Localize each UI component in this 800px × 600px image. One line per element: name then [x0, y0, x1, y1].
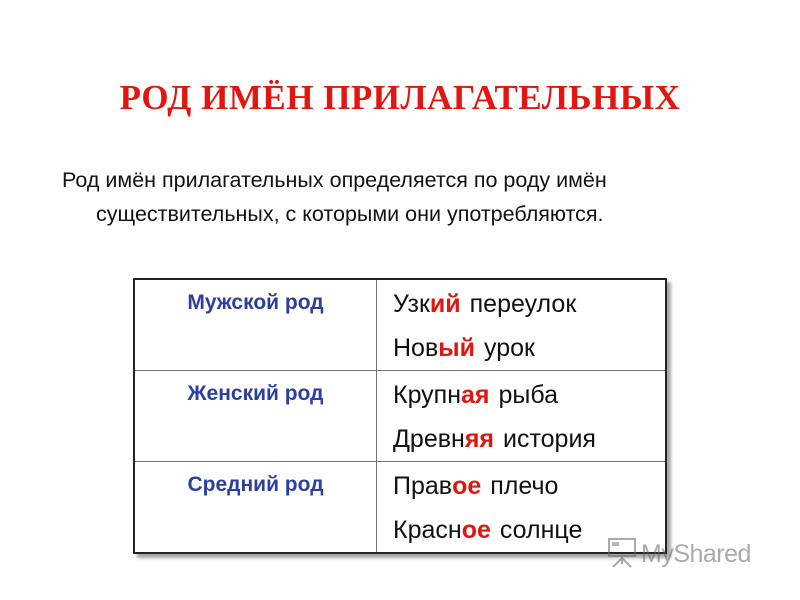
- adjective-stem: Нов: [393, 334, 439, 362]
- adjective-stem: Прав: [393, 472, 453, 500]
- adjective-stem: Красн: [393, 516, 462, 544]
- adjective-ending: яя: [464, 425, 495, 453]
- gender-cell: [134, 462, 377, 554]
- noun: история: [503, 425, 596, 453]
- myshared-watermark: [607, 534, 751, 574]
- examples-cell: [377, 279, 667, 371]
- table-row: [134, 279, 666, 371]
- watermark-text: MyShared: [641, 539, 751, 568]
- intro-line-2: существительных, с которыми они употребляются.: [96, 202, 604, 226]
- adjective-ending: ое: [461, 516, 491, 544]
- intro-paragraph: [62, 163, 762, 231]
- example-phrase: [377, 282, 665, 326]
- examples-cell: [377, 371, 667, 462]
- gender-cell: [134, 279, 377, 371]
- adjective-ending: ий: [429, 290, 461, 318]
- noun: рыба: [498, 381, 559, 409]
- example-phrase: [377, 326, 665, 370]
- page-title: РОД ИМЁН ПРИЛАГАТЕЛЬНЫХ: [119, 78, 681, 117]
- example-phrase: [377, 373, 665, 417]
- gender-cell: [134, 371, 377, 462]
- gender-label-masculine: Мужской род: [187, 291, 324, 314]
- table-row: [134, 462, 666, 554]
- adjective-ending: ое: [452, 472, 482, 500]
- presentation-board-icon: [607, 536, 637, 573]
- adjective-ending: ая: [461, 381, 490, 409]
- noun: солнце: [499, 516, 583, 544]
- gender-table: [133, 278, 667, 554]
- noun: переулок: [469, 290, 577, 318]
- adjective-stem: Узк: [393, 290, 430, 318]
- table-row: [134, 371, 666, 462]
- noun: урок: [483, 334, 535, 362]
- intro-line-1: Род имён прилагательных определяется по роду имён: [62, 168, 607, 192]
- noun: плечо: [490, 472, 559, 500]
- adjective-stem: Древн: [393, 425, 465, 453]
- example-phrase: [377, 464, 665, 508]
- example-phrase: [377, 417, 665, 461]
- adjective-stem: Крупн: [393, 381, 462, 409]
- adjective-ending: ый: [438, 334, 475, 362]
- gender-label-neuter: Средний род: [187, 473, 324, 496]
- gender-label-feminine: Женский род: [187, 382, 324, 405]
